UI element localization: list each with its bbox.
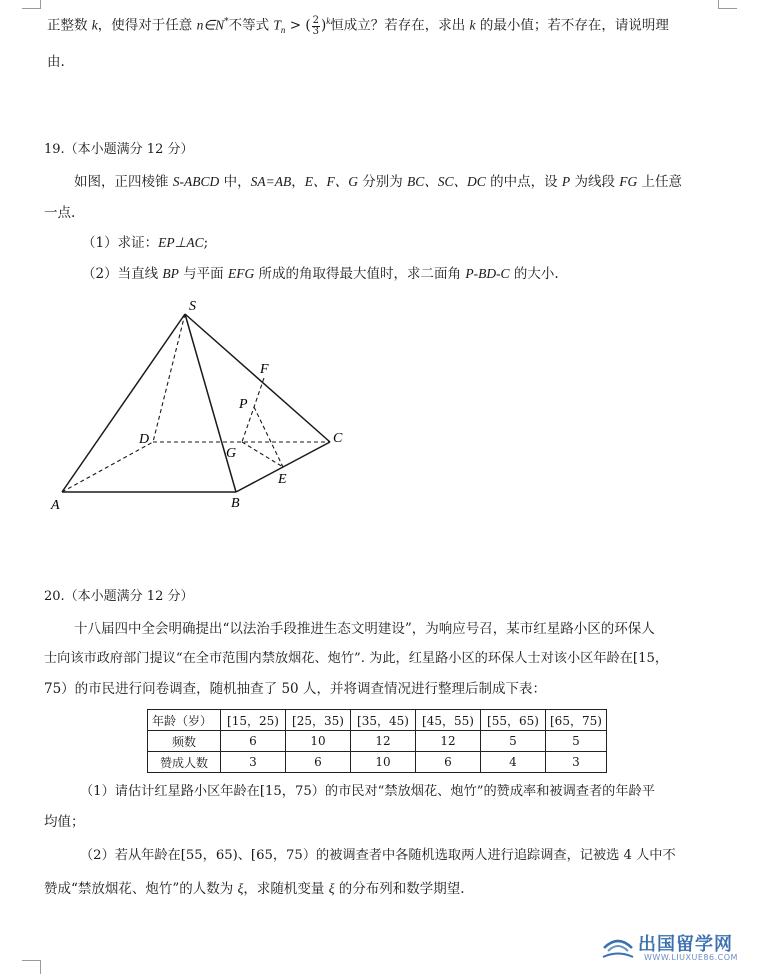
q20-var-xi: ξ	[237, 881, 244, 896]
q18-text: 正整数	[47, 17, 92, 34]
q18-text: 不等式	[228, 17, 274, 34]
table-cell: [35，45)	[351, 710, 416, 731]
table-cell: 频数	[148, 731, 221, 752]
table-cell: 5	[546, 731, 607, 752]
table-cell: [45，55)	[416, 710, 481, 731]
q19-part-1	[82, 234, 208, 252]
q19-para-line-1	[74, 173, 682, 191]
edge-SB	[185, 314, 236, 492]
table-cell: [65，75)	[546, 710, 607, 731]
table-cell: [15，25)	[221, 710, 286, 731]
q18-star: *	[224, 17, 229, 27]
q20-text: 的分布列和数学期望.	[334, 881, 465, 897]
table-header-row	[148, 710, 607, 731]
q19-text: 如图，正四棱锥	[74, 174, 173, 190]
q18-frac-num: 2	[312, 14, 319, 26]
q20-part-1-line-1: （1）请估计红星路小区年龄在[15，75）的市民对“禁放烟花、炮竹”的赞成率和被调查者的年龄平	[80, 784, 655, 799]
q20-text: ，求随机变量	[243, 881, 329, 897]
table-cell: 10	[351, 752, 416, 773]
q18-line-2: 由.	[47, 54, 65, 70]
q18-fraction	[312, 16, 320, 37]
q19-text: 所成的角取得最大值时，求二面角	[254, 266, 466, 282]
q19-text: 分别为	[357, 174, 408, 190]
q19-point-P: P	[561, 174, 571, 189]
q18-set: ∈N	[203, 17, 225, 33]
table-cell: 5	[481, 731, 546, 752]
label-G: G	[226, 446, 237, 461]
label-F: F	[260, 362, 269, 377]
table-row	[148, 731, 607, 752]
q18-var-T: T	[273, 17, 281, 33]
q19-para-line-2: 一点.	[44, 205, 76, 221]
q18-sup-k: k	[326, 16, 331, 26]
q19-equation: SA=AB	[250, 174, 292, 189]
table-cell: 6	[221, 731, 286, 752]
table-cell: [55，65)	[481, 710, 546, 731]
margin-mark-top-right	[718, 0, 737, 9]
q20-part-2-line-1: （2）若从年龄在[55，65)、[65，75）的被调查者中各随机选取两人进行追踪调查，记被选 4 人中不	[80, 848, 676, 863]
watermark-title: 出国留学网	[638, 934, 733, 955]
q18-text: ，使得对于任意	[97, 17, 197, 34]
q19-plane-EFG: EFG	[227, 266, 255, 281]
q19-part-2	[82, 265, 559, 283]
q19-expression: EP⊥AC	[158, 235, 204, 250]
table-cell: 3	[221, 752, 286, 773]
label-C: C	[333, 431, 343, 446]
q19-text: ;	[203, 235, 209, 251]
q18-close: )	[320, 17, 327, 34]
edge-AD	[62, 442, 153, 492]
q18-line-1	[47, 12, 669, 39]
label-D: D	[139, 432, 150, 447]
table-cell: 10	[286, 731, 351, 752]
margin-mark-top-left	[22, 0, 41, 9]
margin-mark-bottom-left	[22, 960, 41, 974]
table-cell: 赞成人数	[148, 752, 221, 773]
label-A: A	[51, 498, 60, 513]
table-cell: 年龄（岁）	[148, 710, 221, 731]
q19-text: 为线段	[570, 174, 620, 190]
watermark-url: WWW.LIUXUE86.COM	[644, 953, 738, 962]
pyramid-figure	[40, 296, 360, 521]
q19-text: （1）求证：	[82, 235, 159, 251]
q20-part-1-line-2: 均值；	[44, 814, 85, 830]
q20-header: 20.（本小题满分 12 分）	[44, 589, 194, 604]
site-watermark	[600, 928, 750, 968]
q19-text: 的大小.	[509, 266, 559, 282]
table-cell: 12	[351, 731, 416, 752]
q19-segments: BC、SC、DC	[407, 174, 486, 189]
q20-para-line-1: 十八届四中全会明确提出“以法治手段推进生态文明建设”，为响应号召，某市红星路小区的环保人	[74, 621, 655, 637]
label-S: S	[189, 299, 196, 314]
q20-var-xi: ξ	[328, 881, 335, 896]
q19-header: 19.（本小题满分 12 分）	[44, 142, 194, 157]
edge-SD	[153, 314, 185, 442]
label-B: B	[231, 496, 240, 511]
q19-text: 与平面	[178, 266, 228, 282]
q19-pyramid: S-ABCD	[172, 174, 220, 189]
q18-gt: > (	[285, 17, 311, 34]
table-cell: 3	[546, 752, 607, 773]
survey-table	[147, 709, 607, 773]
q19-dihedral: P-BD-C	[465, 266, 510, 281]
q19-segment-FG: FG	[619, 174, 638, 189]
label-E: E	[278, 472, 287, 487]
q18-var-k2: k	[469, 17, 476, 33]
q20-part-2-line-2	[44, 880, 465, 898]
watermark-logo-icon	[600, 932, 636, 962]
q18-text: 恒成立？若存在，求出	[330, 17, 470, 34]
q19-text: 上任意	[637, 174, 683, 190]
table-cell: 4	[481, 752, 546, 773]
q18-frac-den: 3	[312, 25, 319, 37]
q18-text: 的最小值；若不存在，请说明理	[475, 17, 669, 34]
edge-SC	[185, 314, 330, 442]
q19-line-BP: BP	[162, 266, 179, 281]
q18-var-n: n	[196, 17, 204, 33]
table-row	[148, 752, 607, 773]
q20-para-line-2: 士向该市政府部门提议“在全市范围内禁放烟花、炮竹”. 为此，红星路小区的环保人士对该小区年龄在[15，	[44, 651, 669, 666]
table-cell: [25，35)	[286, 710, 351, 731]
q18-var-k: k	[91, 17, 98, 33]
label-P: P	[239, 397, 248, 412]
q19-points: E、F、G	[304, 174, 358, 189]
q19-text: 中，	[219, 174, 251, 190]
q19-text: ，	[291, 174, 305, 190]
table-cell: 6	[286, 752, 351, 773]
edge-SA	[62, 314, 185, 492]
q19-text: 的中点，设	[485, 174, 562, 190]
q20-text: 赞成“禁放烟花、炮竹”的人数为	[44, 881, 238, 897]
q18-sub-n: n	[280, 25, 286, 36]
q20-para-line-3: 75）的市民进行问卷调查，随机抽查了 50 人，并将调查情况进行整理后制成下表：	[44, 681, 546, 697]
table-cell: 12	[416, 731, 481, 752]
q19-text: （2）当直线	[82, 266, 163, 282]
table-cell: 6	[416, 752, 481, 773]
